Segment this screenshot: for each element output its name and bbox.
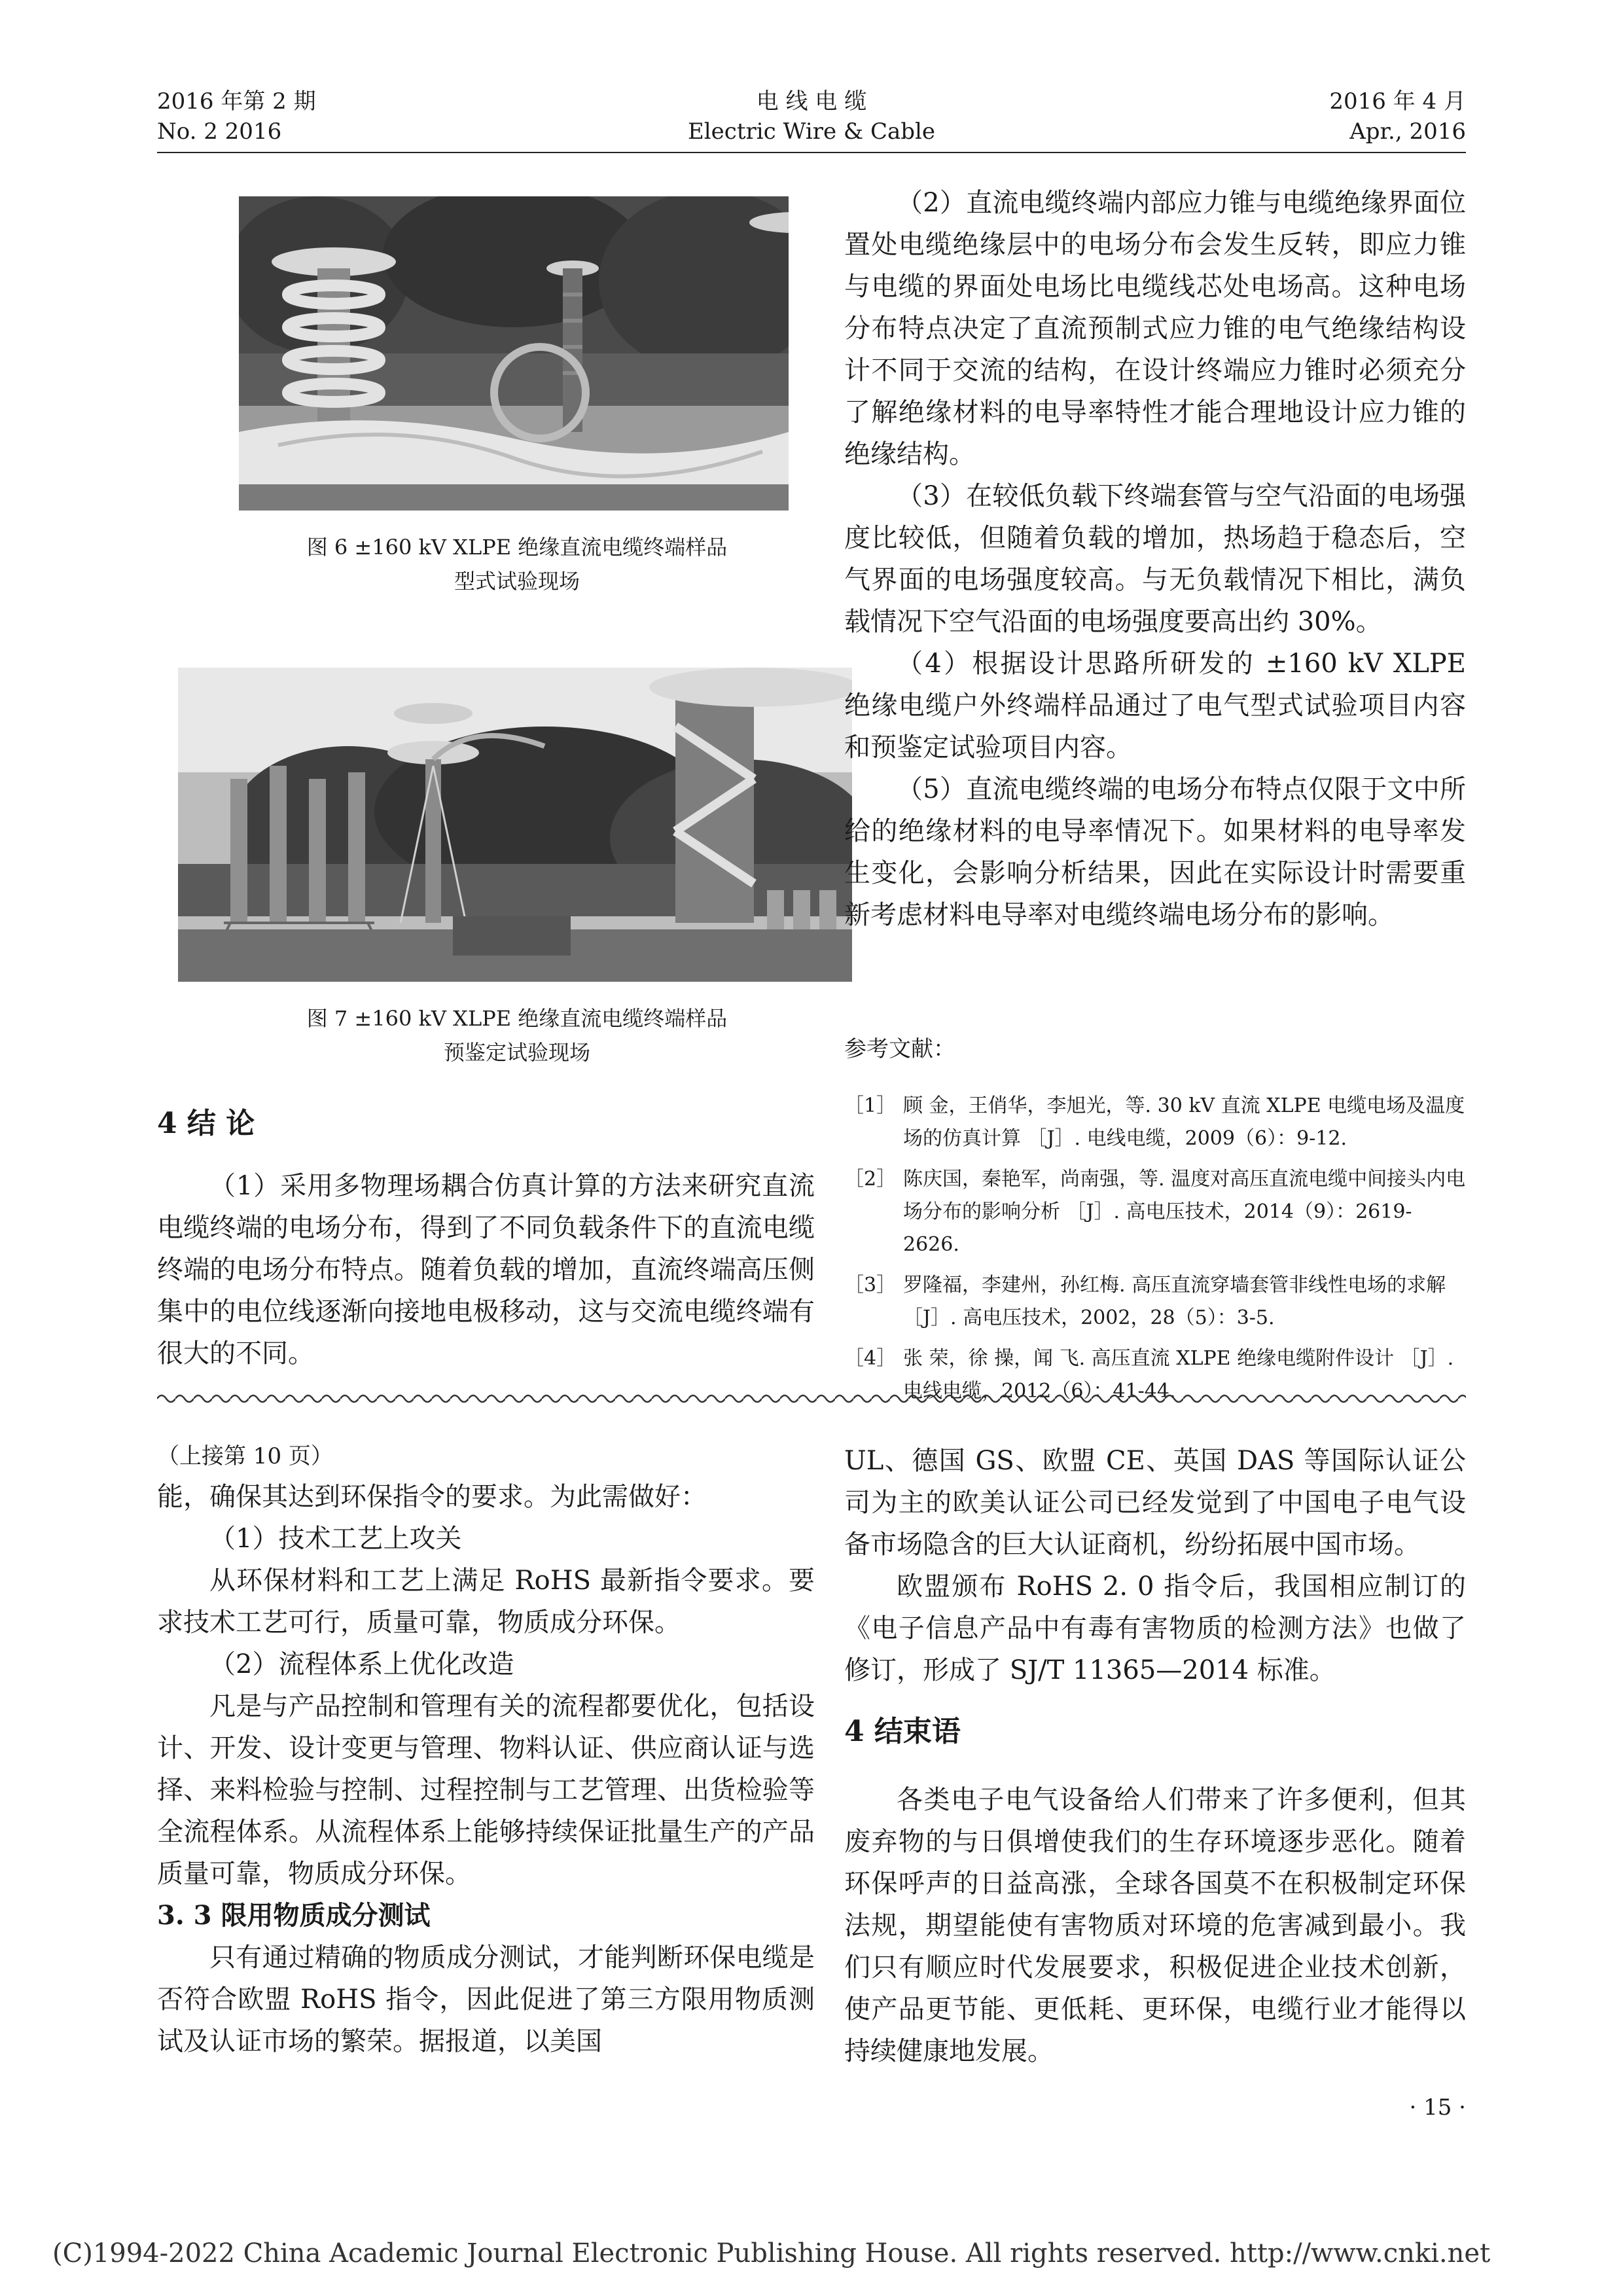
header-date-en: Apr., 2016: [1349, 118, 1466, 145]
lower-right-p3: 各类电子电气设备给人们带来了许多便利，但其废弃物的与日俱增使我们的生存环境逐步恶化。随着环保呼声的日益高涨，全球各国莫不在积极制定环保法规，期望能使有害物质对环境的危害减到最小。我们只有顺应时代发展要求，积极促进企业技术创新，使产品更节能、更低耗、更环保，电缆行业才能得以持续健康地发展。: [844, 1785, 1466, 2066]
conclusion-p1: （1）采用多物理场耦合仿真计算的方法来研究直流电缆终端的电场分布，得到了不同负载条件下的直流电缆终端的电场分布特点。随着负载的增加，直流终端高压侧集中的电位线逐渐向接地电极移动，这与交流电缆终端有很大的不同。: [157, 1171, 815, 1369]
page-number: · 15 ·: [1409, 2094, 1466, 2121]
header-date: 2016 年 4 月: [1329, 88, 1466, 115]
conclusion-p5: （5）直流电缆终端的电场分布特点仅限于文中所给的绝缘材料的电导率情况下。如果材料的电导率发生变化，会影响分析结果，因此在实际设计时需要重新考虑材料电导率对电缆终端电场分布的影响。: [844, 774, 1466, 930]
reference-item: [844, 1269, 1466, 1335]
figure-6-caption: [157, 530, 877, 598]
lower-left-p6: 只有通过精确的物质成分测试，才能判断环保电缆是否符合欧盟 RoHS 指令，因此促进了第三方限用物质测试及认证市场的繁荣。据报道，以美国: [157, 1943, 815, 2056]
lower-left-p4: （2）流程体系上优化改造: [209, 1649, 514, 1679]
figure-6-photo: [239, 196, 789, 511]
reference-number: ［3］: [844, 1274, 897, 1297]
lower-left-p2: （1）技术工艺上攻关: [209, 1524, 462, 1554]
reference-text: 顾 金，王俏华，李旭光，等. 30 kV 直流 XLPE 电缆电场及温度场的仿真计算 ［J］. 电线电缆，2009（6）：9-12.: [903, 1094, 1465, 1150]
conclusion-p4: （4）根据设计思路所研发的 ±160 kV XLPE 绝缘电缆户外终端样品通过了电气型式试验项目内容和预鉴定试验项目内容。: [844, 649, 1466, 762]
reference-text: 陈庆国，秦艳军，尚南强，等. 温度对高压直流电缆中间接头内电场分布的影响分析 ［J］. 高电压技术，2014（9）：2619-2626.: [903, 1168, 1466, 1256]
section-4-heading: 4 结 论: [157, 1107, 255, 1140]
figure-7-caption-line2: 预鉴定试验现场: [443, 1040, 590, 1065]
lower-right-p1: UL、德国 GS、欧盟 CE、英国 DAS 等国际认证公司为主的欧美认证公司已经发觉到了中国电子电气设备市场隐含的巨大认证商机，纷纷拓展中国市场。: [844, 1446, 1466, 1560]
header-issue: 2016 年第 2 期: [157, 88, 316, 115]
journal-title-en: Electric Wire & Cable: [687, 118, 936, 145]
figure-6-caption-line1: 图 6 ±160 kV XLPE 绝缘直流电缆终端样品: [306, 535, 728, 560]
reference-text: 张 荣，徐 操，闻 飞. 高压直流 XLPE 绝缘电缆附件设计 ［J］.: [903, 1347, 1454, 1370]
copyright-footer: (C)1994-2022 China Academic Journal Electronic Publishing House. All rights reserved. http://www.cnki.net: [52, 2238, 1491, 2269]
header-left: [157, 86, 316, 147]
figure-6-caption-line2: 型式试验现场: [454, 569, 580, 594]
section-3-3-heading: 3. 3 限用物质成分测试: [157, 1900, 431, 1931]
references-title: 参考文献：: [844, 1036, 955, 1062]
lower-left-column: [157, 1437, 815, 2062]
lower-right-p2: 欧盟颁布 RoHS 2. 0 指令后，我国相应制订的《电子信息产品中有毒有害物质的检测方法》也做了修订，形成了 SJ/T 11365—2014 标准。: [844, 1571, 1466, 1685]
figure-7-caption: [157, 1001, 877, 1069]
right-column-top: [844, 182, 1466, 936]
conclusion-p2: （2）直流电缆终端内部应力锥与电缆绝缘界面位置处电缆绝缘层中的电场分布会发生反转，即应力锥与电缆的界面处电场比电缆线芯处电场高。这种电场分布特点决定了直流预制式应力锥的电气绝缘结构设计不同于交流的结构，在设计终端应力锥时必须充分了解绝缘材料的电导率特性才能合理地设计应力锥的绝缘结构。: [844, 188, 1466, 469]
lower-left-p1: 能，确保其达到环保指令的要求。为此需做好：: [157, 1482, 707, 1512]
figure-7-caption-line1: 图 7 ±160 kV XLPE 绝缘直流电缆终端样品: [306, 1006, 728, 1031]
journal-title: 电 线 电 缆: [756, 88, 867, 115]
lower-right-column: [844, 1440, 1466, 2072]
reference-item: [844, 1163, 1466, 1261]
header-right: [1296, 86, 1466, 147]
reference-number: ［4］: [844, 1347, 897, 1370]
reference-number: ［1］: [844, 1094, 897, 1117]
wavy-separator: [157, 1391, 1466, 1407]
reference-number: ［2］: [844, 1168, 897, 1191]
references-list: [844, 1090, 1466, 1416]
continued-note: （上接第 10 页）: [157, 1443, 333, 1469]
header-rule: [157, 152, 1466, 153]
closing-heading: 4 结束语: [844, 1715, 961, 1748]
reference-item: [844, 1090, 1466, 1155]
figure-7-photo: [178, 668, 852, 982]
reference-text: 罗隆福，李建州，孙红梅. 高压直流穿墙套管非线性电场的求解 ［J］. 高电压技术，2002，28（5）：3-5.: [903, 1274, 1446, 1329]
header-center: [654, 86, 969, 147]
header-issue-en: No. 2 2016: [157, 118, 282, 145]
lower-left-p3: 从环保材料和工艺上满足 RoHS 最新指令要求。要求技术工艺可行，质量可靠，物质成分环保。: [157, 1566, 815, 1638]
conclusion-paragraph-1: [157, 1165, 815, 1374]
conclusion-p3: （3）在较低负载下终端套管与空气沿面的电场强度比较低，但随着负载的增加，热场趋于稳态后，空气界面的电场强度较高。与无负载情况下相比，满负载情况下空气沿面的电场强度要高出约 30%。: [844, 481, 1466, 637]
lower-left-p5: 凡是与产品控制和管理有关的流程都要优化，包括设计、开发、设计变更与管理、物料认证、供应商认证与选择、来料检验与控制、过程控制与工艺管理、出货检验等全流程体系。从流程体系上能够持续保证批量生产的产品质量可靠，物质成分环保。: [157, 1691, 815, 1889]
